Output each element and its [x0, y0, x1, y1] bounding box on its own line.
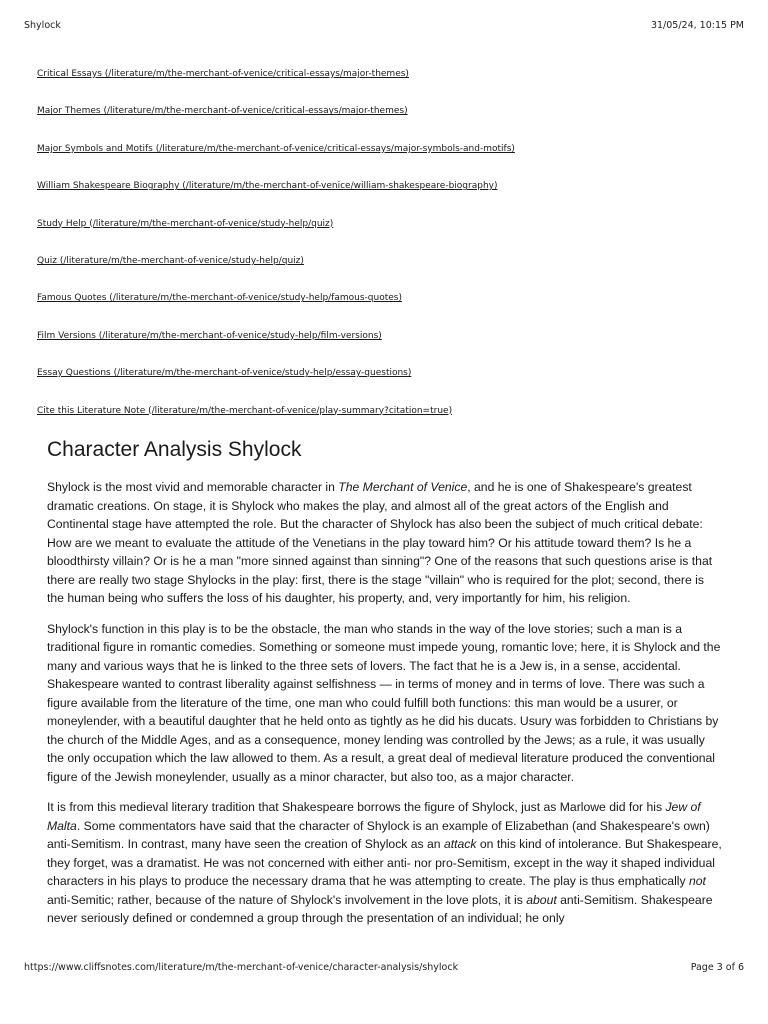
print-page-number: Page 3 of 6 — [690, 962, 744, 973]
article-paragraph-1: Shylock is the most vivid and memorable character in The Merchant of Venice, and he is one of Shakespeare's greatest dramatic creations. On stage, it is Shylock who makes the play, and almost all of the great actors of the English and Continental stage have attempted the role. But the character of Shylock has also been the subject of much critical debate: How are we meant to evaluate the attitude of the Venetians in the play toward him? Or his attitude toward them? Is he a bloodthirsty villain? Or is he a man "more sinned against than sinning"? One of the reasons that such questions arise is that there are really two stage Shylocks in the play: first, there is the stage "villain" who is required for the plot; second, there is the human being who suffers the loss of his daughter, his property, and, very importantly for him, his religion. — [47, 480, 713, 605]
link-shakespeare-biography[interactable]: William Shakespeare Biography (/literature/m/the-merchant-of-venice/william-shakespeare-biography) — [37, 181, 498, 192]
print-page-title: Shylock — [24, 20, 61, 31]
link-study-help[interactable]: Study Help (/literature/m/the-merchant-of-venice/study-help/quiz) — [37, 218, 334, 229]
link-critical-essays[interactable]: Critical Essays (/literature/m/the-merchant-of-venice/critical-essays/major-themes) — [37, 69, 409, 79]
link-major-symbols-and-motifs[interactable]: Major Symbols and Motifs (/literature/m/the-merchant-of-venice/critical-essays/major-symbols-and-motifs) — [37, 143, 515, 154]
character-analysis-article — [47, 436, 723, 940]
print-page-url: https://www.cliffsnotes.com/literature/m/the-merchant-of-venice/character-analysis/shylock — [24, 962, 459, 973]
link-major-themes[interactable]: Major Themes (/literature/m/the-merchant-of-venice/critical-essays/major-themes) — [37, 106, 408, 117]
link-essay-questions[interactable]: Essay Questions (/literature/m/the-merchant-of-venice/study-help/essay-questions) — [37, 368, 412, 379]
article-paragraph-3: It is from this medieval literary tradition that Shakespeare borrows the figure of Shylock, just as Marlowe did for his Jew of Malta. Some commentators have said that the character of Shylock is an example of Elizabethan (and Shakespeare's own) anti-Semitism. In contrast, many have seen the creation of Shylock as an attack on this kind of intolerance. But Shakespeare, they forget, was a dramatist. He was not concerned with either anti- nor pro-Semitism, except in the way it shaped individual characters in his plays to produce the necessary drama that he was attempting to create. The play is thus emphatically not anti-Semitic; rather, because of the nature of Shylock's involvement in the love plots, it is about anti-Semitism. Shakespeare never seriously defined or condemned a group through the presentation of an individual; he only — [47, 800, 722, 925]
print-footer — [24, 962, 744, 976]
link-cite-literature-note[interactable]: Cite this Literature Note (/literature/m/the-merchant-of-venice/play-summary?citation=true) — [37, 405, 453, 416]
article-heading: Character Analysis Shylock — [47, 438, 302, 461]
print-datetime: 31/05/24, 10:15 PM — [650, 20, 744, 31]
article-paragraph-2: Shylock's function in this play is to be the obstacle, the man who stands in the way of the love stories; such a man is a traditional figure in romantic comedies. Something or someone must impede young, romantic love; here, it is Shylock and the many and various ways that he is linked to the three sets of lovers. The fact that he is a Jew is, in a sense, accidental. Shakespeare wanted to contrast liberality against selfishness — in terms of money and in terms of love. There was such a figure available from the literature of the time, one man who could fulfill both functions: this man would be a usurer, or moneylender, with a beautiful daughter that he held onto as tightly as he did his ducats. Usury was forbidden to Christians by the church of the Middle Ages, and as a consequence, money lending was controlled by the Jews; as a rule, it was usually the only occupation which the law allowed to them. As a result, a great deal of medieval literature produced the conventional figure of the Jewish moneylender, usually as a minor character, but also too, as a major character. — [47, 621, 721, 784]
link-quiz[interactable]: Quiz (/literature/m/the-merchant-of-venice/study-help/quiz) — [37, 255, 304, 266]
study-guide-link-list — [37, 68, 737, 442]
link-famous-quotes[interactable]: Famous Quotes (/literature/m/the-merchant-of-venice/study-help/famous-quotes) — [37, 293, 402, 304]
link-film-versions[interactable]: Film Versions (/literature/m/the-merchant-of-venice/study-help/film-versions) — [37, 330, 382, 341]
